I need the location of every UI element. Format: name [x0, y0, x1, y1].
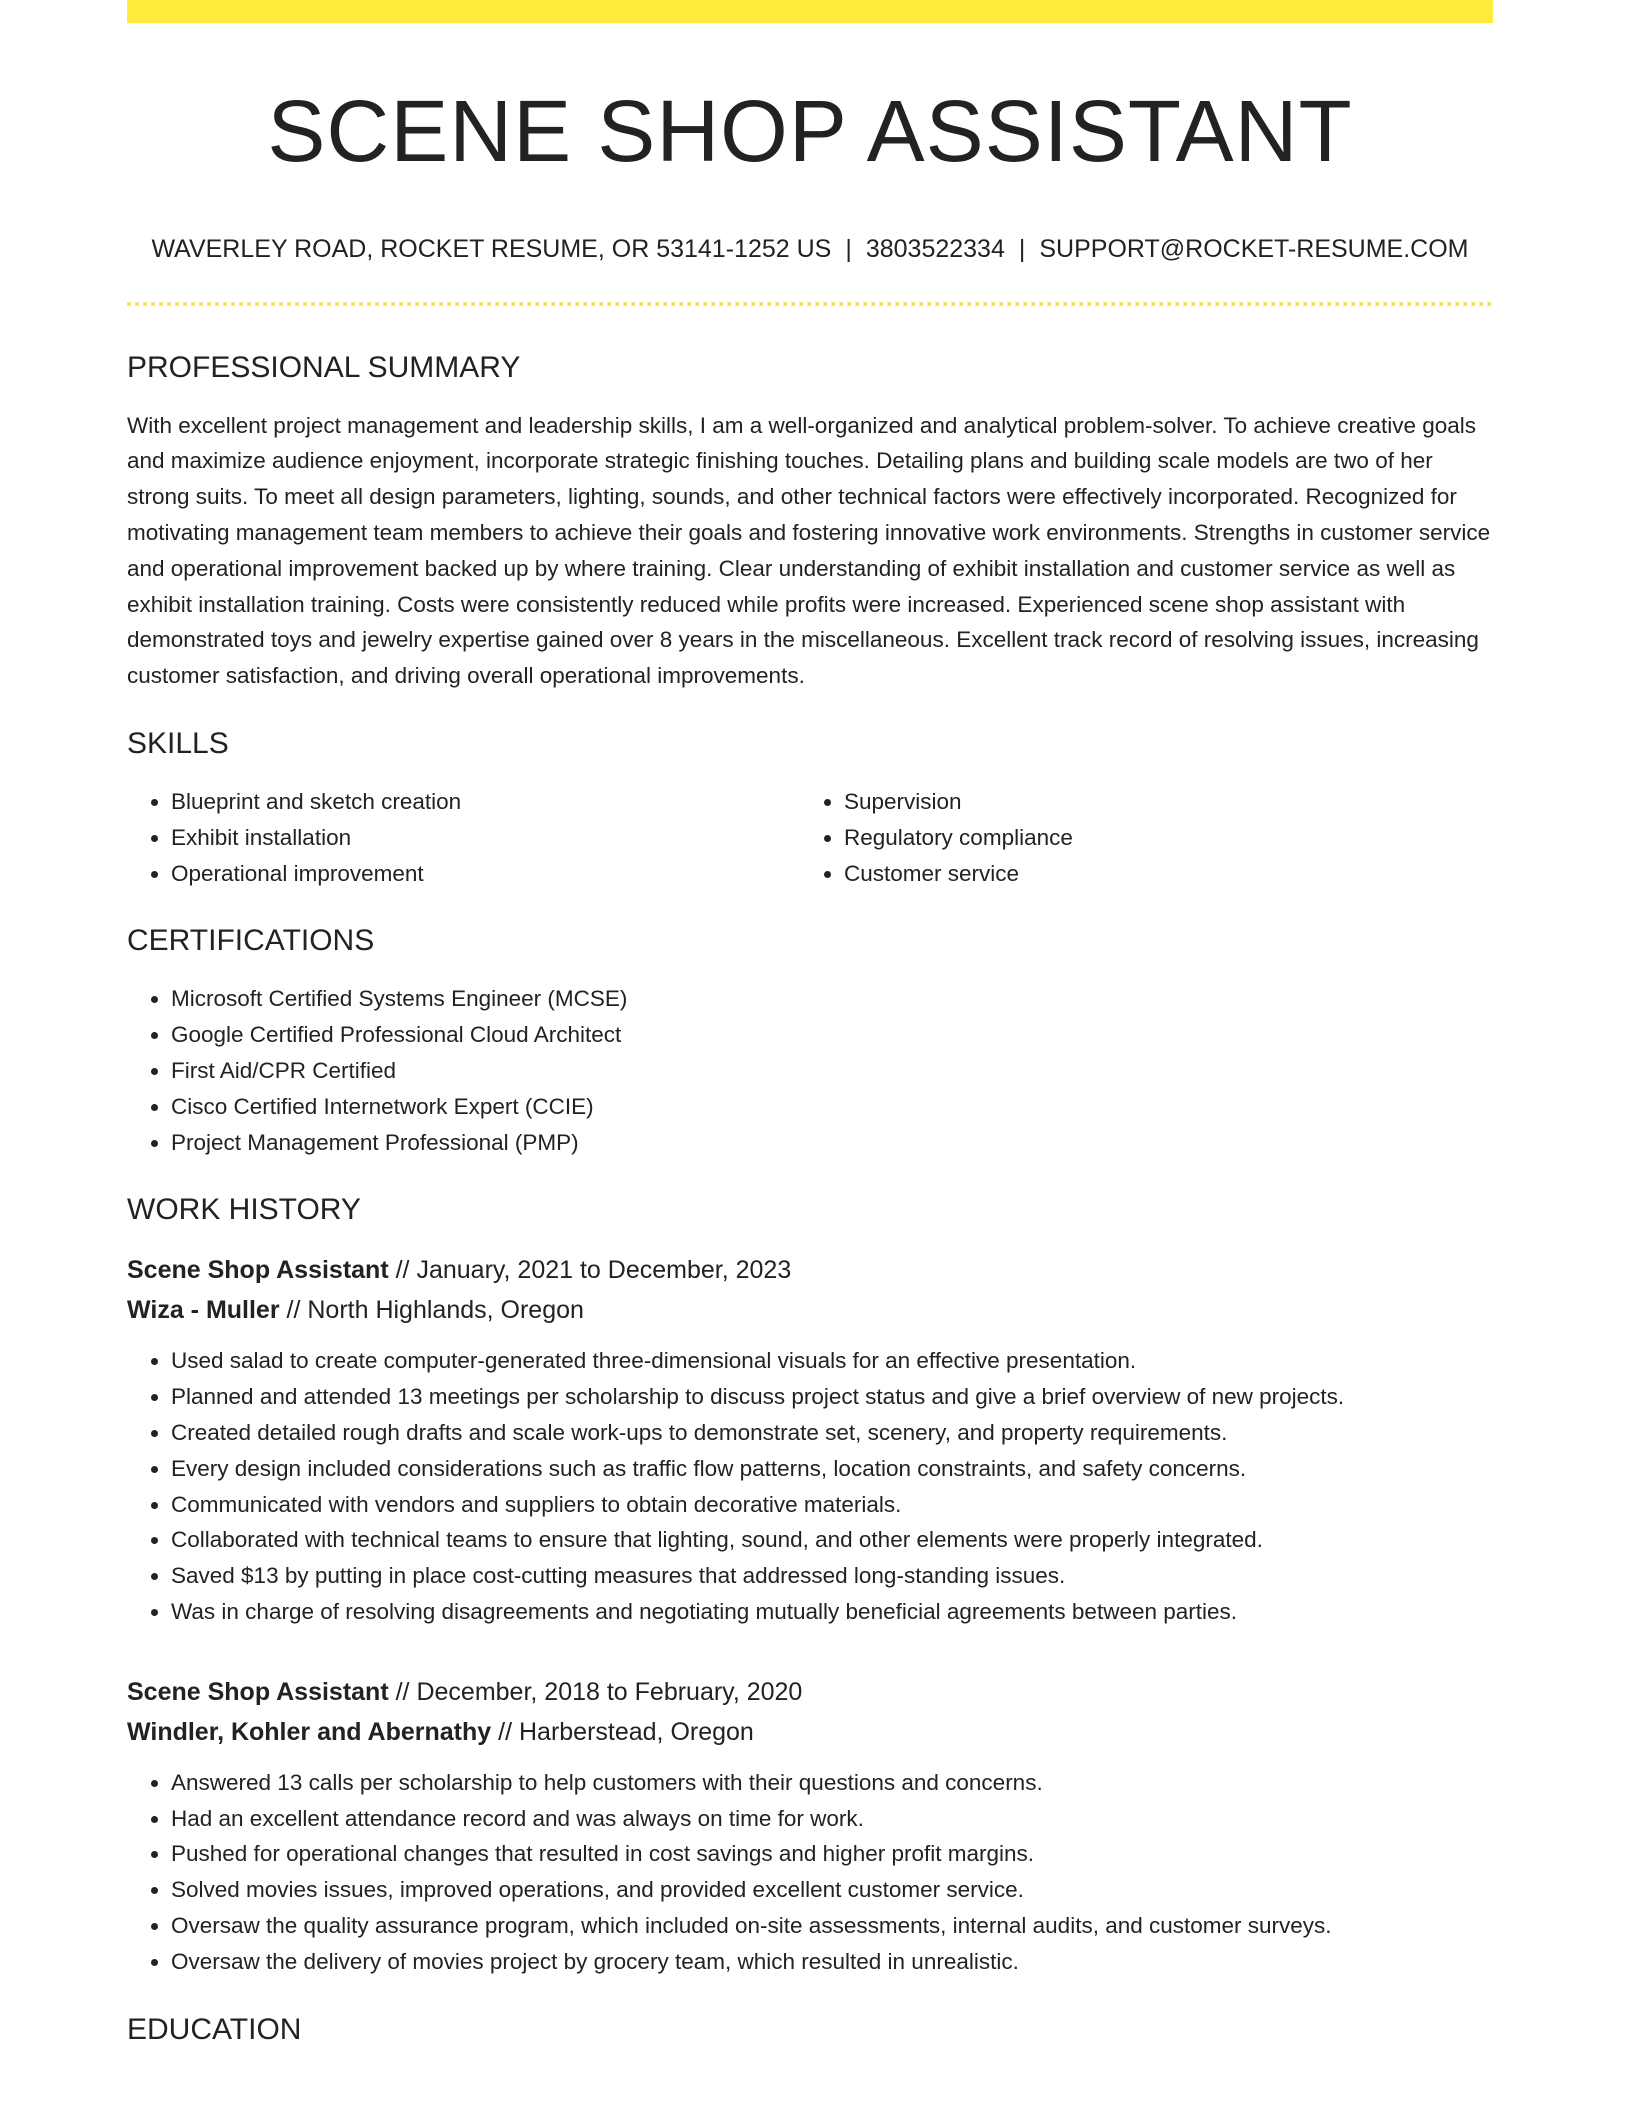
job-location: Harberstead, Oregon — [518, 1717, 754, 1746]
contact-email: SUPPORT@ROCKET-RESUME.COM — [1039, 234, 1469, 263]
skills-heading: SKILLS — [127, 727, 229, 761]
job-duty: • Pushed for operational changes that resulted in cost savings and higher profit margins. — [171, 1836, 1493, 1872]
contact-phone: 3803522334 — [865, 234, 1005, 263]
summary-heading: PROFESSIONAL SUMMARY — [127, 350, 521, 384]
certification-item: • Google Certified Professional Cloud Architect — [171, 1017, 1493, 1053]
skill-item: • Blueprint and sketch creation — [171, 784, 800, 820]
job-duty: • Communicated with vendors and suppliers to obtain decorative materials. — [171, 1487, 1493, 1523]
skill-item: • Supervision — [844, 784, 1473, 820]
job-role-line — [127, 1250, 1493, 1290]
certification-item: • Cisco Certified Internetwork Expert (CCIE) — [171, 1089, 1493, 1125]
job-duty: • Oversaw the quality assurance program, which included on-site assessments, internal audits, and customer surveys. — [171, 1908, 1493, 1944]
summary-text: With excellent project management and leadership skills, I am a well-organized and analytical problem-solver. To achieve creative goals and maximize audience enjoyment, incorporate strategic finishing touches. Detailing plans and building scale models are two of her strong suits. To meet all design parameters, lighting, sounds, and other technical factors were effectively incorporated. Recognized for motivating management team members to achieve their goals and fostering innovative work environments. Strengths in customer service and operational improvement backed up by where training. Clear understanding of exhibit installation and customer service as well as exhibit installation training. Costs were consistently reduced while profits were increased. Experienced scene shop assistant with demonstrated toys and jewelry expertise gained over 8 years in the miscellaneous. Excellent track record of resolving issues, increasing customer satisfaction, and driving overall operational improvements. — [127, 412, 1491, 689]
job-role: Scene Shop Assistant — [127, 1256, 389, 1285]
job-duty: • Every design included considerations such as traffic flow patterns, location constraints, and safety concerns. — [171, 1451, 1493, 1487]
certification-item: • First Aid/CPR Certified — [171, 1053, 1493, 1089]
certification-item: • Project Management Professional (PMP) — [171, 1125, 1493, 1161]
job-role: Scene Shop Assistant — [127, 1677, 389, 1706]
job-duty: • Planned and attended 13 meetings per scholarship to discuss project status and give a brief overview of new projects. — [171, 1379, 1493, 1415]
skill-item: • Customer service — [844, 856, 1473, 892]
skills-list-right — [800, 784, 1473, 891]
job-company-line — [127, 1290, 1493, 1330]
job-duty: • Was in charge of resolving disagreements and negotiating mutually beneficial agreements between parties. — [171, 1594, 1493, 1630]
resume-title: SCENE SHOP ASSISTANT — [267, 83, 1353, 180]
job-separator: // — [491, 1717, 519, 1746]
certifications-list — [127, 981, 1493, 1160]
job-separator: // — [388, 1677, 417, 1706]
job-separator: // — [279, 1296, 308, 1325]
job-company: Wiza - Muller — [127, 1296, 280, 1325]
job-dates: December, 2018 to February, 2020 — [416, 1677, 803, 1706]
job-duty: • Answered 13 calls per scholarship to help customers with their questions and concerns. — [171, 1765, 1493, 1801]
contact-separator: | — [1018, 234, 1026, 263]
skill-item: • Exhibit installation — [171, 820, 800, 856]
job-separator: // — [388, 1256, 417, 1285]
contact-line — [127, 234, 1493, 264]
job-duty: • Oversaw the delivery of movies project by grocery team, which resulted in unrealistic. — [171, 1944, 1493, 1980]
dotted-divider — [127, 302, 1493, 306]
contact-address: WAVERLEY ROAD, ROCKET RESUME, OR 53141-1252 US — [151, 234, 832, 263]
resume-page — [127, 0, 1493, 2048]
job-entry — [127, 1250, 1493, 1629]
job-company-line — [127, 1712, 1493, 1752]
skill-item: • Regulatory compliance — [844, 820, 1473, 856]
job-duty: • Created detailed rough drafts and scale work-ups to demonstrate set, scenery, and property requirements. — [171, 1415, 1493, 1451]
job-duty: • Used salad to create computer-generated three-dimensional visuals for an effective presentation. — [171, 1343, 1493, 1379]
work-history-heading: WORK HISTORY — [127, 1193, 361, 1227]
job-company: Windler, Kohler and Abernathy — [127, 1717, 492, 1746]
job-dates: January, 2021 to December, 2023 — [416, 1256, 792, 1285]
job-duty: • Solved movies issues, improved operations, and provided excellent customer service. — [171, 1872, 1493, 1908]
job-duty: • Saved $13 by putting in place cost-cutting measures that addressed long-standing issues. — [171, 1558, 1493, 1594]
job-location: North Highlands, Oregon — [307, 1296, 584, 1325]
certifications-heading: CERTIFICATIONS — [127, 924, 375, 958]
education-heading: EDUCATION — [127, 2012, 302, 2046]
job-entry — [127, 1672, 1493, 1980]
accent-bar — [127, 0, 1493, 23]
contact-separator: | — [845, 234, 852, 263]
skills-list-left — [127, 784, 800, 891]
skill-item: • Operational improvement — [171, 856, 800, 892]
job-duties-list — [127, 1765, 1493, 1980]
certification-item: • Microsoft Certified Systems Engineer (MCSE) — [171, 981, 1493, 1017]
job-duties-list — [127, 1343, 1493, 1629]
skills-grid — [127, 784, 1493, 891]
job-role-line — [127, 1672, 1493, 1712]
job-duty: • Had an excellent attendance record and was always on time for work. — [171, 1801, 1493, 1837]
job-duty: • Collaborated with technical teams to ensure that lighting, sound, and other elements were properly integrated. — [171, 1522, 1493, 1558]
